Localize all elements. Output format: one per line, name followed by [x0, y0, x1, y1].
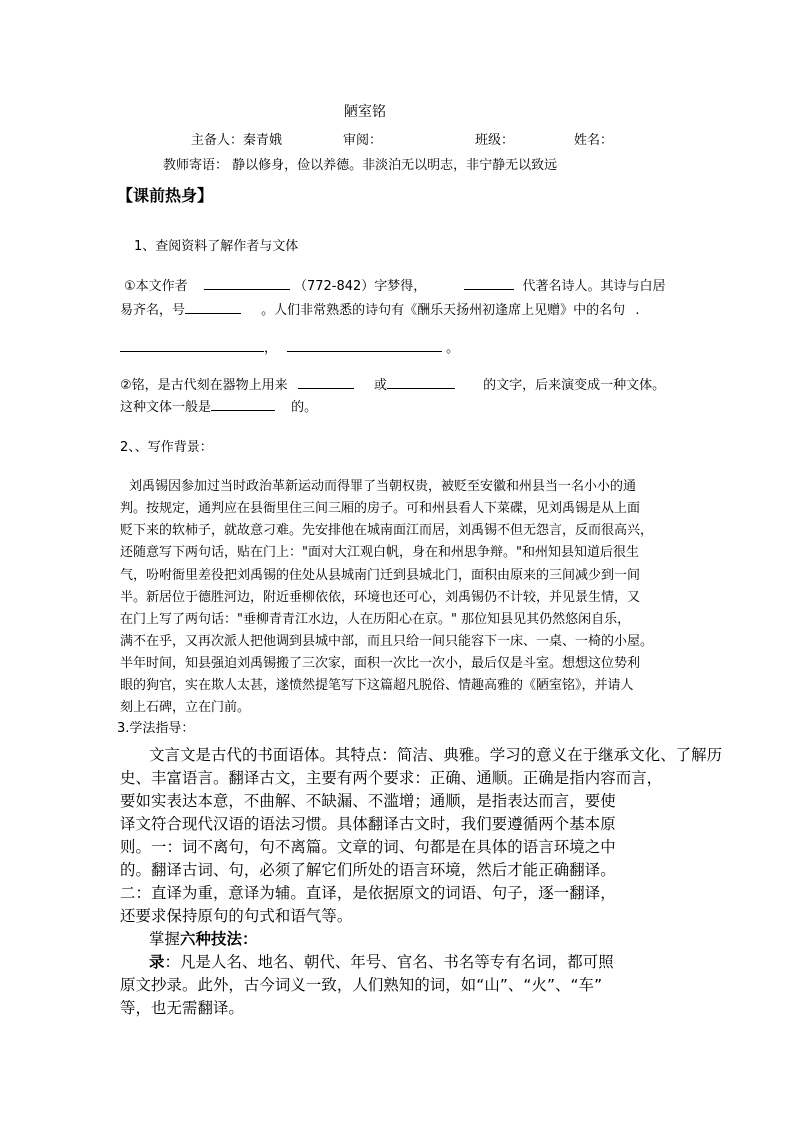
lu-bold: 录 [149, 953, 165, 971]
section3-title: 3.学法指导： [117, 721, 195, 736]
section-heading: 【课前热身】 [117, 186, 214, 205]
q1-text-a: ①本文作者 [124, 279, 188, 294]
method-line: 文言文是古代的书面语体。其特点：简洁、典雅。学习的意义在于继承文化、了解历 [149, 746, 723, 764]
q1-text-c: 代著名诗人。其诗与白居 [522, 279, 666, 294]
bg-line: 刻上石碑，立在门前。 [120, 700, 251, 715]
q1-blank-dynasty[interactable] [464, 277, 514, 290]
method-line: 史、丰富语言。翻译古文，主要有两个要求：正确、通顺。正确是指内容而言， [120, 769, 663, 787]
method-line: 则。一：词不离句，句不离篇。文章的词、句都是在具体的语言环境之中 [120, 838, 616, 856]
q2-or: 或 [373, 378, 387, 393]
skills-heading [149, 927, 257, 949]
q1-text-b: （772-842）字梦得， [293, 279, 427, 294]
q2-blank-3[interactable] [211, 398, 275, 411]
bg-line: 眼的狗官，实在欺人太甚，遂愤然提笔写下这篇超凡脱俗、情趣高雅的《陋室铭》，并请人 [120, 678, 634, 693]
q2-blank-1[interactable] [298, 376, 354, 389]
lu-line1 [149, 950, 614, 972]
q1-text-f: . [635, 303, 640, 318]
bg-line: 在门上写了两句话："垂柳青青江水边，人在历阳心在京。" 那位知县见其仍然悠闲自乐， [120, 612, 631, 627]
q2-line2 [120, 396, 317, 415]
preparer-label: 主备人：秦青娥 [191, 133, 283, 148]
class-label: 班级： [475, 133, 515, 148]
q2-text-b: 的文字，后来演变成一种文体。 [483, 378, 666, 393]
q1-comma: ， [264, 341, 278, 356]
page-title: 陋室铭 [344, 104, 386, 120]
bg-line: 半年时间，知县强迫刘禹锡搬了三次家，面积一次比一次小，最后仅是斗室。想想这位势利 [120, 656, 641, 671]
item1-title: 1、查阅资料了解作者与文体 [134, 239, 299, 254]
bg-line: 半。新居位于德胜河边，附近垂柳依依，环境也还可心，刘禹锡仍不计较，并见景生情，又 [120, 590, 641, 605]
name-label: 姓名： [574, 133, 614, 148]
section2-title: 2、、写作背景： [120, 440, 213, 455]
lu-line3: 等，也无需翻译。 [120, 999, 244, 1017]
lu-text: ：凡是人名、地名、朝代、年号、官名、书名等专有名词，都可照 [164, 953, 614, 971]
bg-line: 判。按规定，通判应在县衙里住三间三厢的房子。可和州县看人下菜碟，见刘禹锡是从上面 [120, 501, 641, 516]
q2-text-a: ②铭，是古代刻在器物上用来 [120, 378, 288, 393]
q1-line3 [120, 337, 459, 356]
skills-colon: ： [241, 930, 258, 948]
q1-blank-hao[interactable] [185, 301, 241, 314]
method-line: 要如实表达本意，不曲解、不缺漏、不滥增；通顺，是指表达而言，要使 [120, 792, 616, 810]
method-line: 还要求保持原句的句式和语气等。 [120, 907, 353, 925]
method-line: 译文符合现代汉语的语法习惯。具体翻译古文时，我们要遵循两个基本原 [120, 815, 616, 833]
q1-end: 。 [446, 341, 460, 356]
q2-text-d: 的。 [291, 400, 318, 415]
lu-line2: 原文抄录。此外，古今词义一致，人们熟知的词，如“山”、“火”、“车” [120, 976, 603, 994]
method-line: 二：直译为重，意译为辅。直译，是依据原文的词语、句子，逐一翻译， [120, 884, 616, 902]
bg-line: 满不在乎，又再次派人把他调到县城中部，而且只给一间只能容下一床、一桌、一椅的小屋。 [120, 634, 654, 649]
q1-line1 [124, 275, 666, 294]
q1-blank-verse2[interactable] [287, 339, 442, 352]
bg-line: 贬下来的软柿子，就故意刁难。先安排他在城南面江而居，刘禹锡不但无怨言，反而很高兴， [120, 523, 654, 538]
q2-blank-2[interactable] [387, 376, 455, 389]
q2-text-c: 这种文体一般是 [120, 400, 212, 415]
bg-line: 刘禹锡因参加过当时政治革新运动而得罪了当朝权贵，被贬至安徽和州县当一名小小的通 [129, 479, 637, 494]
method-line: 的。翻译古词、句，必须了解它们所处的语言环境，然后才能正确翻译。 [120, 861, 616, 879]
q1-blank-author[interactable] [204, 277, 290, 290]
q1-line2 [120, 299, 639, 318]
skills-bold: 六种技法 [179, 930, 242, 948]
bg-line: 气，吩咐衙里差役把刘禹锡的住处从县城南门迁到县城北门，面积由原来的三间减少到一间 [120, 568, 641, 583]
skills-prefix: 掌握 [149, 930, 180, 948]
bg-line: 还随意写下两句话，贴在门上："面对大江观白帆，身在和州思争辩。"和州知县知道后很生 [120, 545, 639, 560]
reviewer-label: 审阅： [343, 133, 383, 148]
teacher-message: 教师寄语： 静以修身，俭以养德。非淡泊无以明志，非宁静无以致远 [163, 158, 558, 173]
q1-text-d: 易齐名，号 [120, 303, 186, 318]
q1-text-e: 。人们非常熟悉的诗句有《酬乐天扬州初逢席上见赠》中的名句 [261, 303, 626, 318]
q2-line1 [120, 374, 665, 393]
q1-blank-verse1[interactable] [120, 339, 264, 352]
